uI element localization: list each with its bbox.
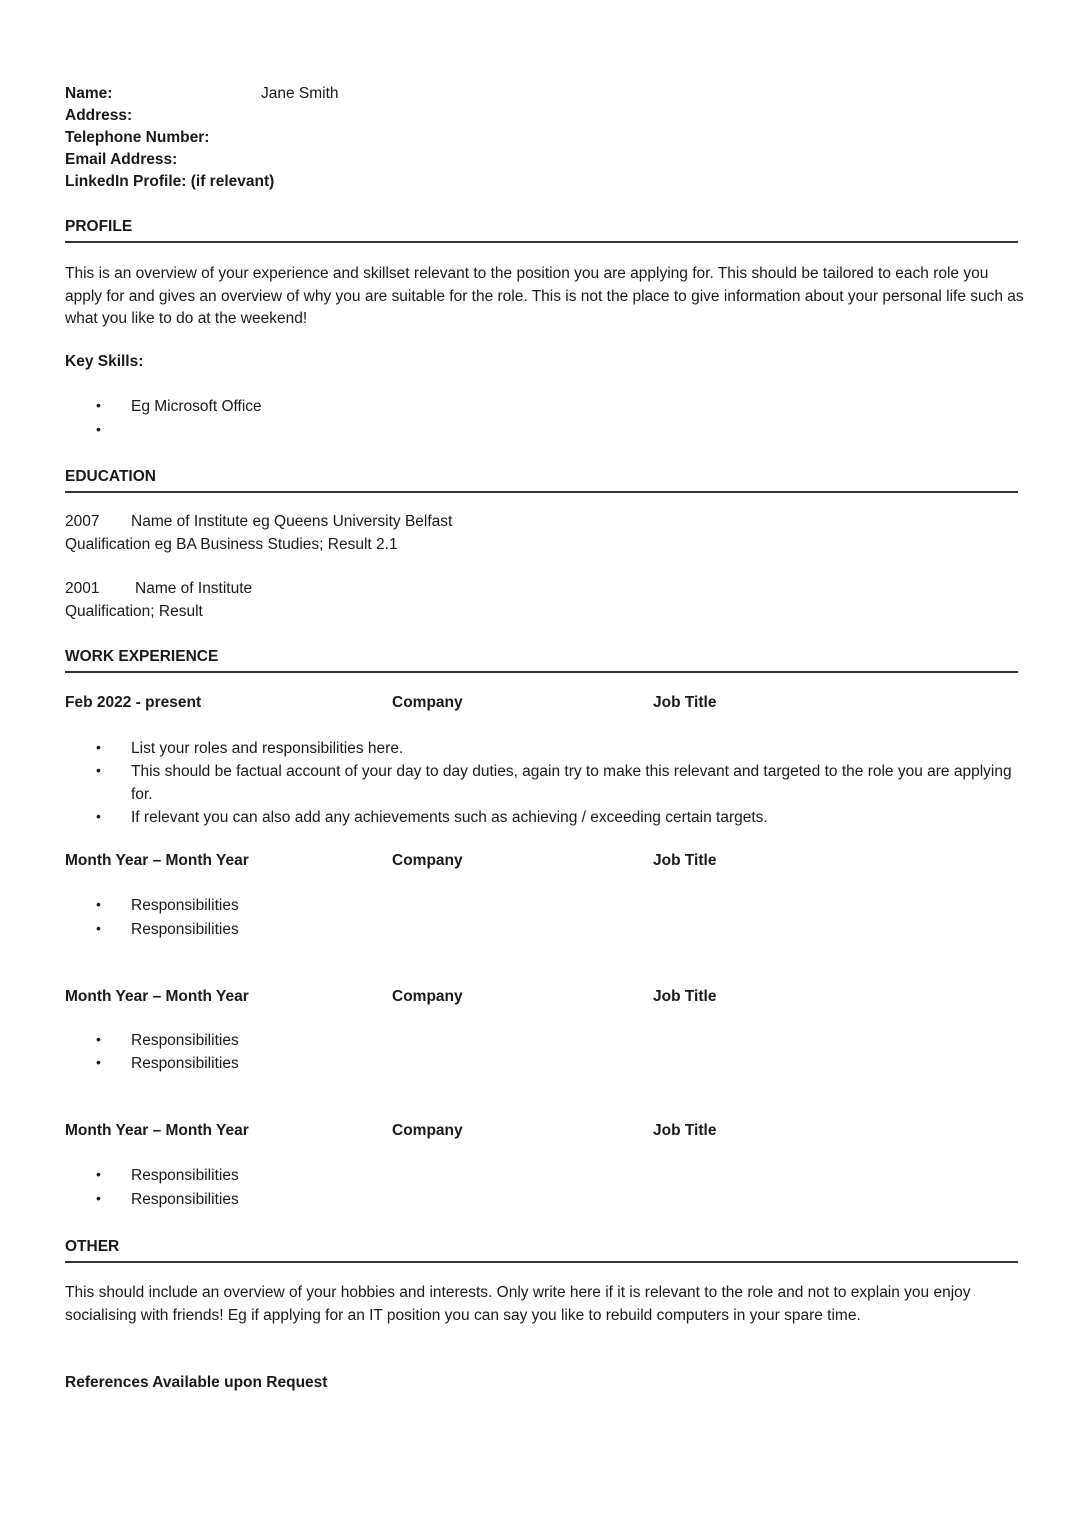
job-dates: Feb 2022 - present bbox=[65, 694, 202, 711]
profile-text: This is an overview of your experience and skillset relevant to the position you are applying for. This should be tailored to each role you apply for and gives an overview of why you are suitable for the role. This is not the place to give information about your personal life such as what you like to do at the weekend! bbox=[65, 265, 1024, 327]
bullet-icon: • bbox=[96, 1166, 101, 1182]
skill-item: Eg Microsoft Office bbox=[131, 398, 262, 415]
work-experience-heading: WORK EXPERIENCE bbox=[65, 647, 1018, 673]
education-qualification: Qualification eg BA Business Studies; Result 2.1 bbox=[65, 536, 398, 553]
education-institute: Name of Institute eg Queens University Belfast bbox=[131, 513, 453, 530]
job-title: Job Title bbox=[653, 988, 717, 1005]
job-dates: Month Year – Month Year bbox=[65, 988, 249, 1005]
job-company: Company bbox=[392, 694, 463, 711]
job-responsibility: Responsibilities bbox=[131, 1191, 239, 1208]
job-company: Company bbox=[392, 988, 463, 1005]
education-institute: Name of Institute bbox=[135, 580, 253, 597]
job-company: Company bbox=[392, 852, 463, 869]
bullet-icon: • bbox=[96, 896, 101, 912]
telephone-label: Telephone Number: bbox=[65, 129, 210, 146]
bullet-icon: • bbox=[96, 762, 101, 778]
job-dates: Month Year – Month Year bbox=[65, 1122, 249, 1139]
profile-heading: PROFILE bbox=[65, 217, 1018, 243]
bullet-icon: • bbox=[96, 1190, 101, 1206]
references-note: References Available upon Request bbox=[65, 1374, 328, 1391]
address-label: Address: bbox=[65, 107, 133, 124]
bullet-icon: • bbox=[96, 920, 101, 936]
bullet-icon: • bbox=[96, 1054, 101, 1070]
job-responsibility: This should be factual account of your day to day duties, again try to make this relevant and targeted to the role you are applying for. bbox=[131, 763, 1012, 803]
job-responsibility: If relevant you can also add any achievements such as achieving / exceeding certain targets. bbox=[131, 809, 768, 826]
bullet-icon: • bbox=[96, 739, 101, 755]
education-year: 2001 bbox=[65, 580, 100, 597]
bullet-icon: • bbox=[96, 397, 101, 413]
job-responsibility: Responsibilities bbox=[131, 1032, 239, 1049]
linkedin-label: LinkedIn Profile: (if relevant) bbox=[65, 173, 275, 190]
education-qualification: Qualification; Result bbox=[65, 603, 203, 620]
job-title: Job Title bbox=[653, 852, 717, 869]
job-title: Job Title bbox=[653, 694, 717, 711]
email-label: Email Address: bbox=[65, 151, 178, 168]
job-title: Job Title bbox=[653, 1122, 717, 1139]
other-text: This should include an overview of your hobbies and interests. Only write here if it is relevant to the role and not to explain you enjoy socialising with friends! Eg if applying for an IT position you can say you like to rebuild computers in your spare time. bbox=[65, 1284, 971, 1324]
job-responsibility: Responsibilities bbox=[131, 1055, 239, 1072]
bullet-icon: • bbox=[96, 1031, 101, 1047]
bullet-icon: • bbox=[96, 421, 101, 437]
job-responsibility: Responsibilities bbox=[131, 1167, 239, 1184]
name-value: Jane Smith bbox=[261, 85, 339, 102]
education-year: 2007 bbox=[65, 513, 100, 530]
other-heading: OTHER bbox=[65, 1237, 1018, 1263]
job-responsibility: Responsibilities bbox=[131, 897, 239, 914]
job-dates: Month Year – Month Year bbox=[65, 852, 249, 869]
job-responsibility: Responsibilities bbox=[131, 921, 239, 938]
job-responsibility: List your roles and responsibilities here. bbox=[131, 740, 404, 757]
name-label: Name: bbox=[65, 85, 113, 102]
job-company: Company bbox=[392, 1122, 463, 1139]
bullet-icon: • bbox=[96, 808, 101, 824]
key-skills-label: Key Skills: bbox=[65, 353, 144, 370]
education-heading: EDUCATION bbox=[65, 467, 1018, 493]
